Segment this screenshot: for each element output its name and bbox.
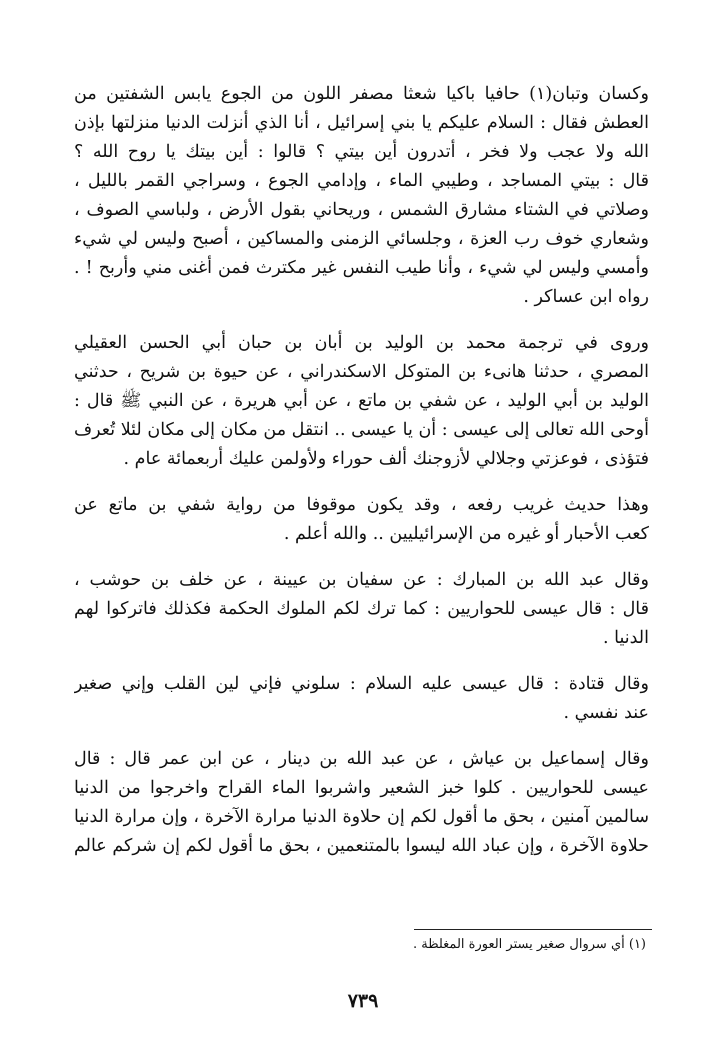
paragraph [74, 80, 649, 312]
paragraph [74, 670, 649, 728]
footnote-divider [414, 929, 652, 930]
text-line: قال : قال عيسى للحواريين : كما ترك لكم الملوك الحكمة فكذلك فاتركوا لهم [74, 599, 649, 619]
paragraph [74, 329, 649, 474]
text-line: عند نفسي . [563, 703, 649, 723]
text-line: وقال إسماعيل بن عياش ، عن عبد الله بن دينار ، عن ابن عمر قال : قال [74, 749, 649, 769]
text-line: الله ولا عجب ولا فخر ، أتدرون أين بيتي ؟ قالوا : أين بيتك يا روح الله ؟ [74, 142, 649, 162]
text-line: المصري ، حدثنا هانىء بن المتوكل الاسكندراني ، عن حيوة بن شريح ، حدثني [74, 362, 649, 382]
text-line: الوليد بن أبي الوليد ، عن شفي بن ماتع ، عن أبي هريرة ، عن النبي ﷺ قال : [74, 391, 649, 411]
text-line: العطش فقال : السلام عليكم يا بني إسرائيل ، أنا الذي أنزلت الدنيا منزلتها بإذن [74, 113, 649, 133]
text-line: حلاوة الآخرة ، وإن عباد الله ليسوا بالمتنعمين ، بحق ما أقول لكم إن شركم عالم [74, 836, 649, 856]
text-line: عيسى للحواريين . كلوا خبز الشعير واشربوا الماء القراح واخرجوا من الدنيا [74, 778, 649, 798]
page-number: ٧٣٩ [347, 990, 379, 1012]
text-line: رواه ابن عساكر . [523, 287, 649, 307]
page-body [74, 80, 649, 861]
text-line: وروى في ترجمة محمد بن الوليد بن أبان بن حبان أبي الحسن العقيلي [74, 333, 649, 353]
text-line: كعب الأحبار أو غيره من الإسرائيليين .. والله أعلم . [283, 524, 649, 544]
text-line: وشعاري خوف رب العزة ، وجلسائي الزمنى والمساكين ، أصبح وليس لي شيء [74, 229, 649, 249]
text-line: وكسان وتبان(١) حافيا باكيا شعثا مصفر اللون من الجوع يابس الشفتين من [74, 84, 649, 104]
text-line: وقال عبد الله بن المبارك : عن سفيان بن عيينة ، عن خلف بن حوشب ، [74, 570, 649, 590]
text-line: وهذا حديث غريب رفعه ، وقد يكون موقوفا من رواية شفي بن ماتع عن [74, 495, 649, 515]
text-line: وصلاتي في الشتاء مشارق الشمس ، وريحاني بقول الأرض ، ولباسي الصوف ، [74, 200, 649, 220]
paragraph [74, 566, 649, 653]
text-line: سالمين آمنين ، بحق ما أقول لكم إن حلاوة الدنيا مرارة الآخرة ، وإن مرارة الدنيا [74, 807, 649, 827]
footnote: (١) أي سروال صغير يستر العورة المغلظة . [412, 937, 646, 952]
paragraph [74, 745, 649, 861]
text-line: قال : بيتي المساجد ، وطيبي الماء ، وإدامي الجوع ، وسراجي القمر بالليل ، [74, 171, 649, 191]
paragraph [74, 491, 649, 549]
text-line: أوحى الله تعالى إلى عيسى : أن يا عيسى .. انتقل من مكان إلى مكان لئلا تُعرف [74, 420, 649, 440]
text-line: فتؤذى ، فوعزتي وجلالي لأزوجنك ألف حوراء ولأولمن عليك أربعمائة عام . [123, 449, 649, 469]
text-line: وأمسي وليس لي شيء ، وأنا طيب النفس غير مكترث فمن أغنى مني وأربح ! . [74, 258, 649, 278]
text-line: وقال قتادة : قال عيسى عليه السلام : سلوني فإني لين القلب وإني صغير [74, 674, 649, 694]
text-line: الدنيا . [603, 628, 649, 648]
